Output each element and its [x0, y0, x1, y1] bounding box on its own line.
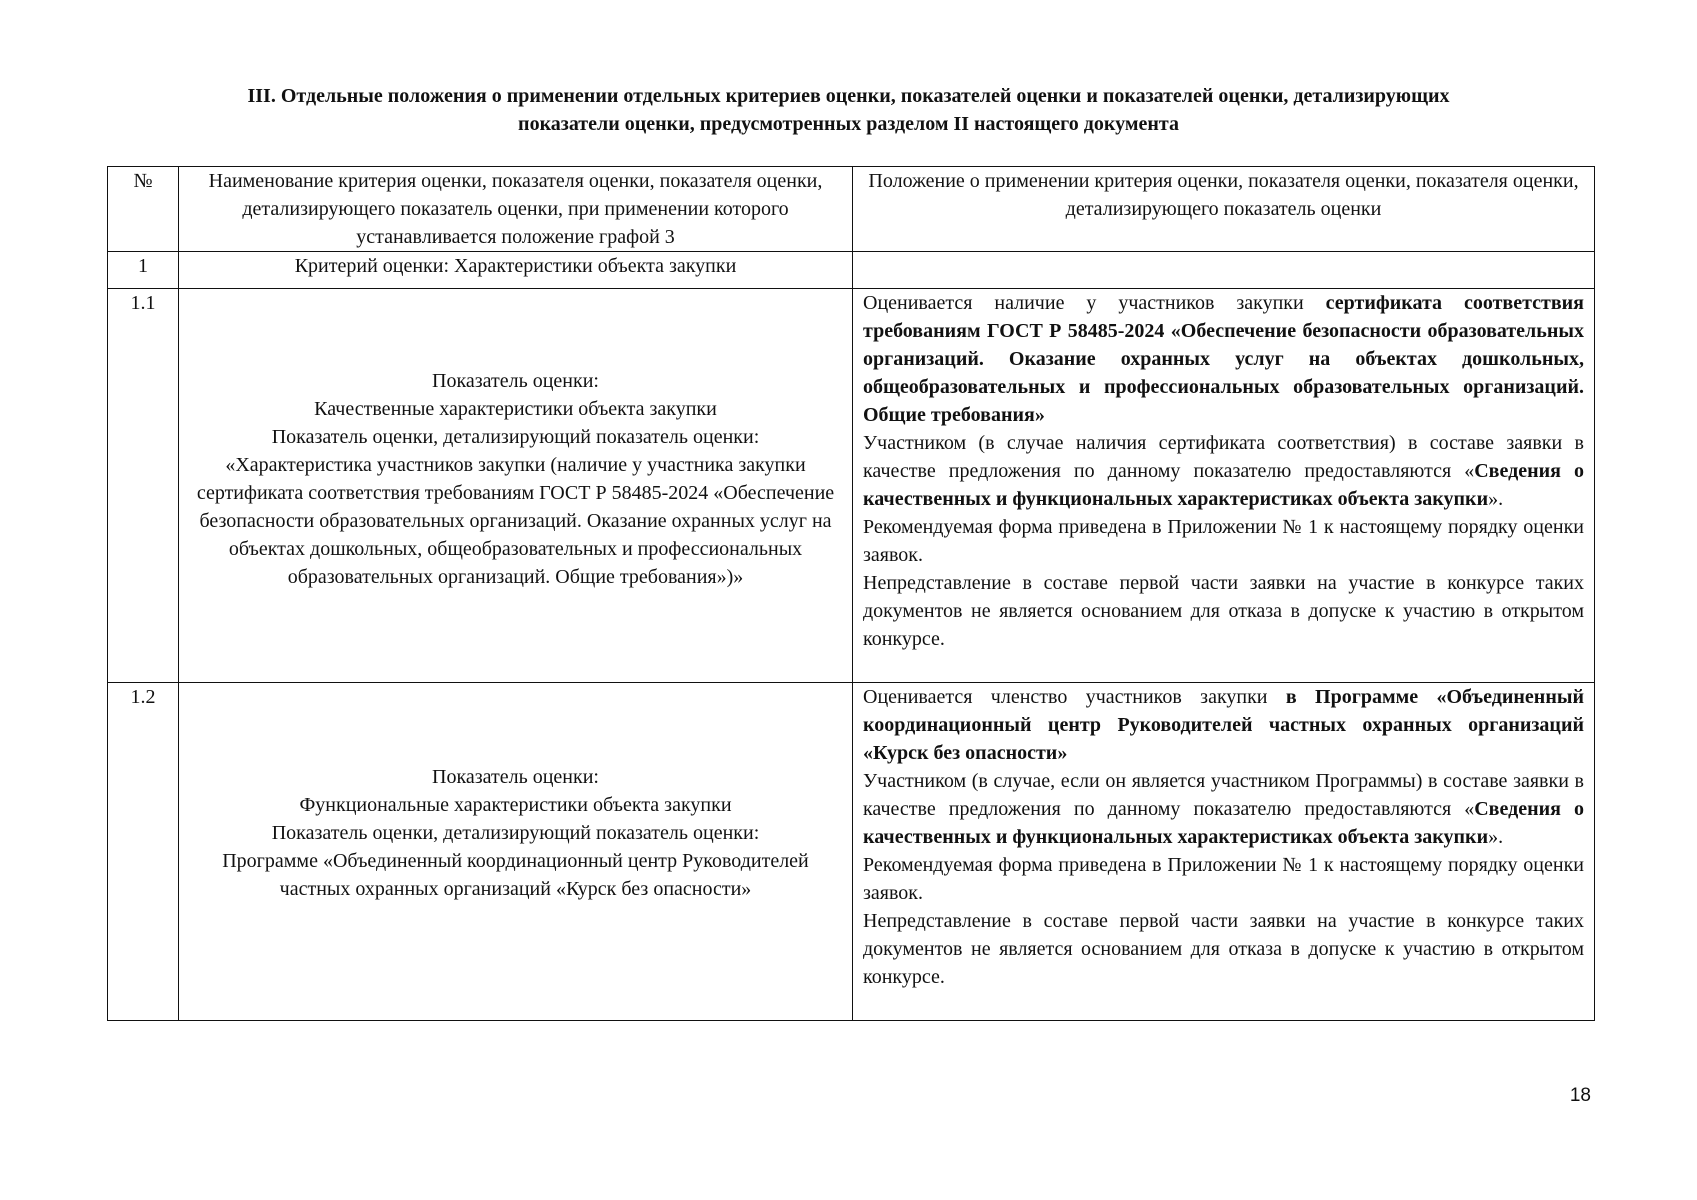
header-num: [108, 167, 179, 252]
row-name-cell: [179, 683, 853, 1021]
header-name: [179, 167, 853, 252]
position-paragraph-4: Непредставление в составе первой части заявки на участие в конкурсе таких документов не является основанием для отказа в допуске к участию в открытом конкурсе.: [863, 910, 1584, 988]
header-position: [853, 167, 1595, 252]
table-row: [108, 289, 1595, 683]
row-name-line: «Характеристика участников закупки (наличие у участника закупки сертификата соответствия требованиям ГОСТ Р 58485-2024 «Обеспечение безопасности образовательных организаций. Оказание охранных услуг на объектах дошкольных, общеобразовательных и профессиональных образовательных организаций. Общие требования»)»: [196, 454, 835, 588]
row-position-cell: [853, 252, 1595, 289]
row-name-line: Функциональные характеристики объекта закупки: [299, 794, 732, 816]
section-title: [100, 82, 1597, 138]
position-text: Участником (в случае наличия сертификата соответствия) в составе заявки в качестве предложения по данному показателю предоставляются «: [863, 432, 1584, 482]
position-paragraph-2: [863, 429, 1584, 513]
table-row: [108, 683, 1595, 1021]
header-num-label: №: [133, 170, 153, 192]
section-title-line-1: III. Отдельные положения о применении отдельных критериев оценки, показателей оценки и показателей оценки, детализирующих: [247, 85, 1450, 107]
row-name: Критерий оценки: Характеристики объекта закупки: [294, 255, 737, 277]
position-text: ».: [1488, 826, 1504, 848]
position-text-bold: сертификата соответствия требованиям ГОСТ Р 58485-2024 «Обеспечение безопасности образовательных организаций. Оказание охранных услуг на объектах дошкольных, общеобразовательных и профессиональных образовательных организаций. Общие требования»: [863, 292, 1584, 426]
row-num: 1: [138, 255, 148, 277]
row-num-cell: [108, 683, 179, 1021]
position-paragraph-1: [863, 683, 1584, 767]
row-position-cell: [853, 289, 1595, 683]
position-paragraph-1: [863, 289, 1584, 429]
position-text: ».: [1488, 488, 1504, 510]
position-paragraph-3: Рекомендуемая форма приведена в Приложении № 1 к настоящему порядку оценки заявок.: [863, 854, 1584, 904]
row-name-line: Показатель оценки:: [432, 370, 599, 392]
header-name-label: Наименование критерия оценки, показателя оценки, показателя оценки, детализирующего показатель оценки, при применении которого устанавливается положение графой 3: [208, 170, 823, 248]
table-header-row: [108, 167, 1595, 252]
position-text: Оценивается членство участников закупки: [863, 686, 1286, 708]
position-text-bold: Сведения о качественных и функциональных характеристиках объекта закупки: [863, 460, 1585, 510]
row-num-cell: [108, 289, 179, 683]
position-text-bold: Сведения о качественных и функциональных характеристиках объекта закупки: [863, 798, 1585, 848]
row-num-cell: [108, 252, 179, 289]
page-number: 18: [1569, 1085, 1591, 1106]
row-name-line: Показатель оценки:: [432, 766, 599, 788]
row-name-line: Программе «Объединенный координационный центр Руководителей частных охранных организаций «Курск без опасности»: [222, 850, 809, 900]
row-position-cell: [853, 683, 1595, 1021]
row-num: 1.2: [130, 686, 156, 708]
position-paragraph-2: [863, 767, 1584, 851]
row-name-line: Показатель оценки, детализирующий показатель оценки:: [271, 426, 760, 448]
row-name-line: Качественные характеристики объекта закупки: [314, 398, 717, 420]
position-text: Оценивается наличие у участников закупки: [863, 292, 1326, 314]
section-title-line-2: показатели оценки, предусмотренных разделом II настоящего документа: [518, 113, 1179, 135]
header-position-label: Положение о применении критерия оценки, показателя оценки, показателя оценки, детализирующего показатель оценки: [868, 170, 1579, 220]
position-text-bold: в Программе «Объединенный координационный центр Руководителей частных охранных организаций «Курск без опасности»: [863, 686, 1584, 764]
position-paragraph-4: Непредставление в составе первой части заявки на участие в конкурсе таких документов не является основанием для отказа в допуске к участию в открытом конкурсе.: [863, 572, 1584, 650]
table-row: [108, 252, 1595, 289]
position-text: Участником (в случае, если он является участником Программы) в составе заявки в качестве предложения по данному показателю предоставляются «: [863, 770, 1584, 820]
row-num: 1.1: [130, 292, 156, 314]
row-name-line: Показатель оценки, детализирующий показатель оценки:: [271, 822, 760, 844]
row-name-cell: [179, 252, 853, 289]
row-name-cell: [179, 289, 853, 683]
criteria-table: [107, 166, 1595, 1021]
position-paragraph-3: Рекомендуемая форма приведена в Приложении № 1 к настоящему порядку оценки заявок.: [863, 516, 1584, 566]
